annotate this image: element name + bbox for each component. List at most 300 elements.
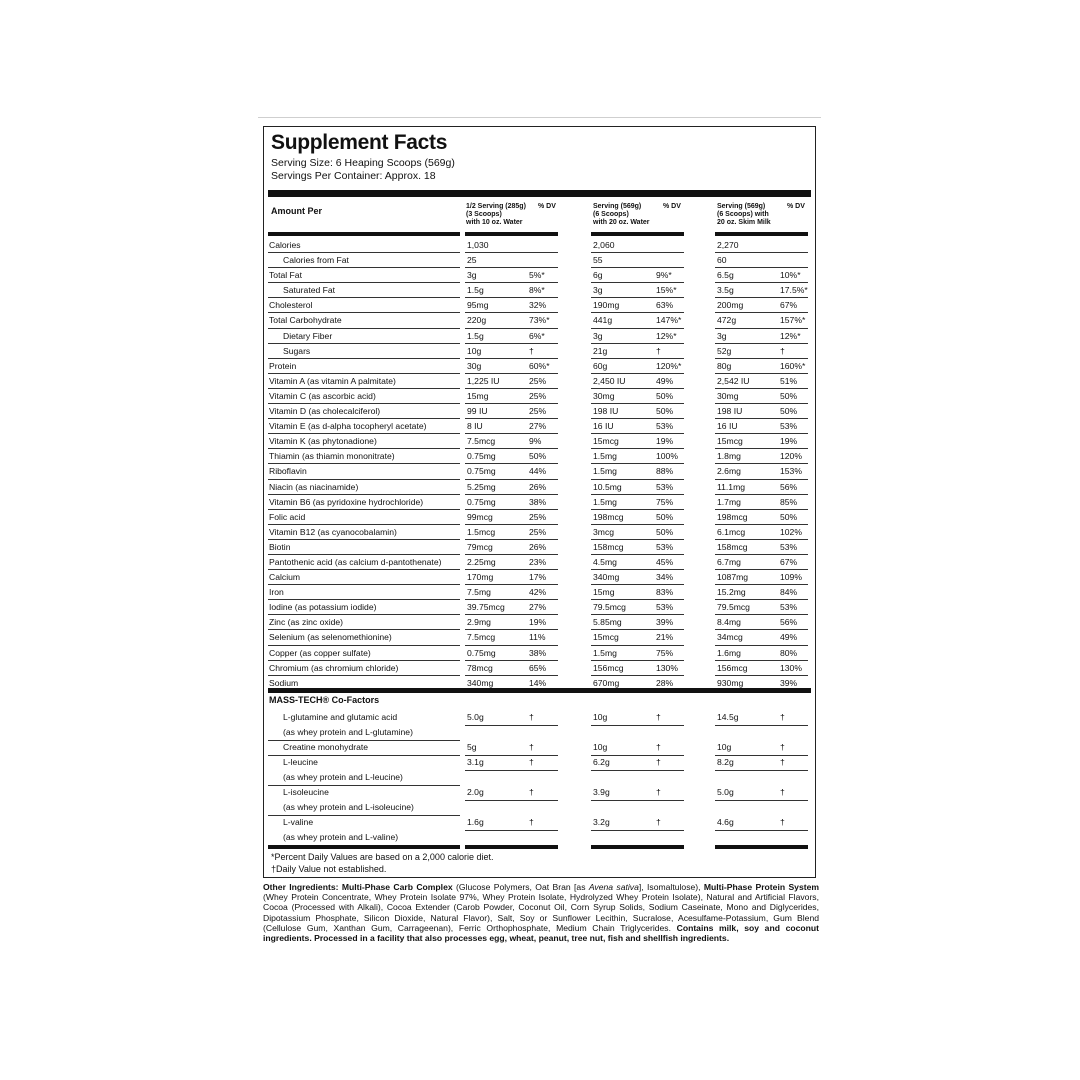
- nutrient-amount: 158mcg: [717, 541, 748, 552]
- column-header-serving-water: Serving (569g) (6 Scoops) with 20 oz. Water: [593, 203, 650, 226]
- nutrient-row: [264, 389, 817, 404]
- nutrient-amount: 198 IU: [717, 406, 743, 417]
- nutrient-amount: 2.25mg: [467, 556, 496, 567]
- nutrient-name: Vitamin C (as ascorbic acid): [269, 390, 376, 401]
- nutrient-amount: 15.2mg: [717, 587, 746, 598]
- nutrient-dv: 53%: [656, 421, 674, 432]
- nutrient-name: Protein: [269, 360, 297, 371]
- nutrient-dv: 84%: [780, 587, 798, 598]
- nutrient-row: [264, 570, 817, 585]
- cofactor-dv: †: [780, 817, 785, 827]
- nutrient-amount: 21g: [593, 345, 608, 356]
- nutrient-dv: 17%: [529, 572, 547, 583]
- nutrient-dv: 102%: [780, 526, 802, 537]
- nutrient-amount: 3g: [717, 330, 727, 341]
- nutrient-amount: 158mcg: [593, 541, 624, 552]
- nutrient-dv: †: [656, 345, 661, 356]
- nutrient-amount: 10.5mg: [593, 481, 622, 492]
- column-header-half-serving: 1/2 Serving (285g) (3 Scoops) with 10 oz. Water: [466, 203, 526, 226]
- nutrient-dv: 45%: [656, 556, 674, 567]
- column-rule: [465, 845, 558, 849]
- cofactor-dv: †: [656, 742, 661, 752]
- nutrient-dv: 38%: [529, 496, 547, 507]
- nutrient-amount: 34mcg: [717, 632, 743, 643]
- nutrient-amount: 7.5mcg: [467, 436, 496, 447]
- nutrient-dv: 109%: [780, 572, 802, 583]
- nutrient-row: [264, 434, 817, 449]
- nutrient-amount: 1.5mg: [593, 466, 617, 477]
- nutrient-amount: 78mcg: [467, 662, 493, 673]
- nutrient-amount: 4.5mg: [593, 556, 617, 567]
- panel-title: Supplement Facts: [271, 131, 448, 154]
- nutrient-dv: 15%*: [656, 285, 677, 296]
- nutrient-amount: 10g: [467, 345, 482, 356]
- nutrient-amount: 198 IU: [593, 406, 619, 417]
- nutrient-amount: 3mcg: [593, 526, 615, 537]
- nutrient-amount: 3g: [467, 270, 477, 281]
- cofactor-dv: †: [780, 787, 785, 797]
- nutrient-amount: 1.8mg: [717, 451, 741, 462]
- cofactor-dv: †: [529, 757, 534, 767]
- nutrient-row: [264, 615, 817, 630]
- nutrient-dv: †: [529, 345, 534, 356]
- nutrient-amount: 1,030: [467, 240, 489, 250]
- column-dv-header: % DV: [538, 203, 556, 210]
- nutrient-row: [264, 646, 817, 661]
- cofactor-dv: †: [529, 742, 534, 752]
- nutrient-dv: 8%*: [529, 285, 545, 296]
- cofactor-dv: †: [780, 712, 785, 722]
- cofactor-dv: †: [656, 787, 661, 797]
- row-rule: [465, 800, 558, 801]
- serving-size: Serving Size: 6 Heaping Scoops (569g): [271, 157, 455, 169]
- nutrient-table: [264, 238, 817, 691]
- nutrient-amount: 198mcg: [593, 511, 624, 522]
- nutrient-row: [264, 298, 817, 313]
- nutrient-amount: 55: [593, 255, 603, 266]
- nutrient-row: [264, 540, 817, 555]
- nutrient-name: Total Carbohydrate: [269, 315, 342, 326]
- nutrient-row: [264, 253, 817, 268]
- nutrient-dv: 34%: [656, 572, 674, 583]
- nutrient-amount: 25: [467, 255, 477, 266]
- nutrient-name: Vitamin B6 (as pyridoxine hydrochloride): [269, 496, 424, 507]
- cofactor-amount: 3.2g: [593, 817, 610, 827]
- cofactor-amount: 3.1g: [467, 757, 484, 767]
- nutrient-amount: 3g: [593, 330, 603, 341]
- nutrient-amount: 0.75mg: [467, 451, 496, 462]
- row-rule: [465, 770, 558, 771]
- nutrient-dv: 153%: [780, 466, 802, 477]
- cofactor-name: L-isoleucine: [283, 787, 329, 797]
- nutrient-amount: 15mcg: [593, 632, 619, 643]
- nutrient-row: [264, 404, 817, 419]
- nutrient-amount: 198mcg: [717, 511, 748, 522]
- nutrient-dv: 17.5%*: [780, 285, 808, 296]
- row-rule: [715, 770, 808, 771]
- cofactor-source: (as whey protein and L-isoleucine): [283, 802, 414, 812]
- nutrient-amount: 441g: [593, 315, 613, 326]
- nutrient-row: [264, 344, 817, 359]
- nutrient-amount: 15mg: [593, 587, 615, 598]
- nutrient-amount: 60g: [593, 360, 608, 371]
- nutrient-amount: 15mcg: [717, 436, 743, 447]
- nutrient-amount: 156mcg: [717, 662, 748, 673]
- nutrient-amount: 16 IU: [717, 421, 738, 432]
- nutrient-dv: 65%: [529, 662, 547, 673]
- nutrient-amount: 2,060: [593, 240, 615, 250]
- row-rule: [591, 755, 684, 756]
- nutrient-dv: 160%*: [780, 360, 806, 371]
- nutrient-amount: 1.7mg: [717, 496, 741, 507]
- nutrient-row: [264, 359, 817, 374]
- nutrient-amount: 190mg: [593, 300, 620, 311]
- column-rule: [591, 232, 684, 236]
- nutrient-dv: 39%: [656, 617, 674, 628]
- nutrient-row: [264, 585, 817, 600]
- cofactor-amount: 3.9g: [593, 787, 610, 797]
- nutrient-name: Vitamin B12 (as cyanocobalamin): [269, 526, 397, 537]
- nutrient-amount: 3g: [593, 285, 603, 296]
- row-rule: [715, 725, 808, 726]
- nutrient-dv: 5%*: [529, 270, 545, 281]
- nutrient-name: Sodium: [269, 677, 299, 688]
- nutrient-dv: 53%: [780, 541, 798, 552]
- cofactor-source: (as whey protein and L-glutamine): [283, 727, 413, 737]
- nutrient-dv: 14%: [529, 677, 547, 688]
- column-header-serving-milk: Serving (569g) (6 Scoops) with 20 oz. Skim Milk: [717, 203, 771, 226]
- nutrient-amount: 2.9mg: [467, 617, 491, 628]
- column-rule: [715, 845, 808, 849]
- row-rule: [268, 740, 460, 741]
- cofactor-amount: 6.2g: [593, 757, 610, 767]
- amount-per-label: Amount Per: [271, 206, 323, 216]
- nutrient-name: Dietary Fiber: [283, 330, 333, 341]
- nutrient-dv: 39%: [780, 677, 798, 688]
- nutrient-amount: 0.75mg: [467, 647, 496, 658]
- cofactor-amount: 5.0g: [467, 712, 484, 722]
- nutrient-dv: 53%: [656, 602, 674, 613]
- nutrient-name: Pantothenic acid (as calcium d-pantothenate): [269, 556, 442, 567]
- nutrient-name: Iodine (as potassium iodide): [269, 602, 377, 613]
- nutrient-dv: 9%*: [656, 270, 672, 281]
- nutrient-dv: 19%: [780, 436, 798, 447]
- row-rule: [465, 755, 558, 756]
- nutrient-name: Biotin: [269, 541, 291, 552]
- nutrient-amount: 8 IU: [467, 421, 483, 432]
- nutrient-amount: 7.5mg: [467, 587, 491, 598]
- nutrient-row: [264, 600, 817, 615]
- nutrient-amount: 3.5g: [717, 285, 734, 296]
- nutrient-amount: 30g: [467, 360, 482, 371]
- nutrient-dv: 26%: [529, 481, 547, 492]
- nutrient-name: Selenium (as selenomethionine): [269, 632, 392, 643]
- nutrient-dv: 27%: [529, 602, 547, 613]
- cofactor-source: (as whey protein and L-valine): [283, 832, 399, 842]
- nutrient-dv: 50%: [656, 406, 674, 417]
- nutrient-amount: 340mg: [593, 572, 620, 583]
- nutrient-row: [264, 464, 817, 479]
- nutrient-amount: 6.5g: [717, 270, 734, 281]
- nutrient-amount: 1.5mg: [593, 647, 617, 658]
- nutrient-dv: 63%: [656, 300, 674, 311]
- column-dv-header: % DV: [663, 203, 681, 210]
- nutrient-dv: †: [780, 345, 785, 356]
- nutrient-dv: 25%: [529, 526, 547, 537]
- nutrient-dv: 28%: [656, 677, 674, 688]
- row-rule: [715, 830, 808, 831]
- nutrient-amount: 7.5mcg: [467, 632, 496, 643]
- column-dv-header: % DV: [787, 203, 805, 210]
- nutrient-dv: 50%: [656, 511, 674, 522]
- nutrient-dv: 19%: [529, 617, 547, 628]
- nutrient-dv: 6%*: [529, 330, 545, 341]
- cofactor-dv: †: [780, 742, 785, 752]
- nutrient-amount: 15mcg: [593, 436, 619, 447]
- row-rule: [715, 800, 808, 801]
- nutrient-name: Calories: [269, 240, 301, 250]
- row-rule: [268, 755, 460, 756]
- nutrient-amount: 200mg: [717, 300, 744, 311]
- nutrient-name: Cholesterol: [269, 300, 313, 311]
- nutrient-row: [264, 268, 817, 283]
- nutrient-dv: 25%: [529, 390, 547, 401]
- servings-per-container: Servings Per Container: Approx. 18: [271, 170, 436, 182]
- nutrient-amount: 1.5mcg: [467, 526, 496, 537]
- nutrient-amount: 670mg: [593, 677, 620, 688]
- nutrient-amount: 156mcg: [593, 662, 624, 673]
- nutrient-row: [264, 555, 817, 570]
- nutrient-dv: 38%: [529, 647, 547, 658]
- nutrient-dv: 49%: [656, 375, 674, 386]
- nutrient-dv: 130%: [780, 662, 802, 673]
- cofactor-amount: 8.2g: [717, 757, 734, 767]
- nutrient-dv: 50%: [656, 390, 674, 401]
- nutrient-amount: 30mg: [717, 390, 739, 401]
- nutrient-dv: 44%: [529, 466, 547, 477]
- nutrient-dv: 23%: [529, 556, 547, 567]
- row-rule: [591, 800, 684, 801]
- nutrient-name: Calcium: [269, 572, 301, 583]
- nutrient-row: [264, 329, 817, 344]
- cofactor-dv: †: [656, 757, 661, 767]
- nutrient-name: Zinc (as zinc oxide): [269, 617, 344, 628]
- nutrient-amount: 99mcg: [467, 511, 493, 522]
- column-rule: [268, 845, 460, 849]
- nutrient-amount: 5.85mg: [593, 617, 622, 628]
- nutrient-amount: 1087mg: [717, 572, 749, 583]
- nutrient-dv: 50%: [656, 526, 674, 537]
- nutrient-name: Vitamin K (as phytonadione): [269, 436, 377, 447]
- cofactor-amount: 5.0g: [717, 787, 734, 797]
- nutrient-row: [264, 313, 817, 328]
- nutrient-dv: 26%: [529, 541, 547, 552]
- nutrient-dv: 50%: [780, 511, 798, 522]
- nutrient-dv: 56%: [780, 617, 798, 628]
- cofactor-source: (as whey protein and L-leucine): [283, 772, 403, 782]
- row-rule: [591, 770, 684, 771]
- cofactors-divider: [268, 688, 811, 693]
- nutrient-amount: 60: [717, 255, 727, 266]
- nutrient-row: [264, 449, 817, 464]
- cofactors-title: MASS-TECH® Co-Factors: [269, 695, 380, 705]
- row-rule: [591, 830, 684, 831]
- cofactor-dv: †: [780, 757, 785, 767]
- nutrient-row: [264, 661, 817, 676]
- nutrient-amount: 5.25mg: [467, 481, 496, 492]
- cofactor-amount: 1.6g: [467, 817, 484, 827]
- nutrient-amount: 2,270: [717, 240, 739, 250]
- cofactor-dv: †: [529, 787, 534, 797]
- column-rule: [268, 232, 460, 236]
- nutrient-amount: 340mg: [467, 677, 494, 688]
- cofactor-dv: †: [656, 712, 661, 722]
- nutrient-name: Vitamin D (as cholecalciferol): [269, 406, 381, 417]
- nutrient-row: [264, 630, 817, 645]
- cofactor-dv: †: [529, 712, 534, 722]
- footnote-dv-not-established: †Daily Value not established.: [271, 864, 387, 874]
- nutrient-dv: 73%*: [529, 315, 550, 326]
- nutrient-amount: 1,225 IU: [467, 375, 500, 386]
- nutrient-dv: 53%: [656, 481, 674, 492]
- nutrient-amount: 1.5mg: [593, 451, 617, 462]
- nutrient-amount: 99 IU: [467, 406, 488, 417]
- nutrient-dv: 53%: [780, 602, 798, 613]
- nutrient-dv: 12%*: [656, 330, 677, 341]
- nutrient-dv: 32%: [529, 300, 547, 311]
- nutrient-row: [264, 238, 817, 253]
- cofactor-amount: 10g: [593, 742, 608, 752]
- nutrient-amount: 1.5g: [467, 285, 484, 296]
- nutrient-amount: 0.75mg: [467, 496, 496, 507]
- nutrient-dv: 12%*: [780, 330, 801, 341]
- header-divider: [268, 190, 811, 197]
- nutrient-amount: 8.4mg: [717, 617, 741, 628]
- cofactor-amount: 10g: [593, 712, 608, 722]
- nutrient-dv: 75%: [656, 496, 674, 507]
- nutrient-amount: 0.75mg: [467, 466, 496, 477]
- cofactor-amount: 4.6g: [717, 817, 734, 827]
- nutrient-amount: 2.6mg: [717, 466, 741, 477]
- nutrient-amount: 1.5g: [467, 330, 484, 341]
- cofactor-amount: 14.5g: [717, 712, 739, 722]
- cofactor-name: Creatine monohydrate: [283, 742, 369, 752]
- row-rule: [268, 785, 460, 786]
- row-rule: [715, 755, 808, 756]
- nutrient-amount: 2,450 IU: [593, 375, 626, 386]
- nutrient-dv: 120%*: [656, 360, 682, 371]
- nutrient-name: Folic acid: [269, 511, 306, 522]
- cofactor-amount: 10g: [717, 742, 732, 752]
- nutrient-dv: 19%: [656, 436, 674, 447]
- nutrient-amount: 6.1mcg: [717, 526, 746, 537]
- nutrient-dv: 51%: [780, 375, 798, 386]
- footnote-percent-dv: *Percent Daily Values are based on a 2,000 calorie diet.: [271, 852, 494, 862]
- nutrient-row: [264, 495, 817, 510]
- cofactor-dv: †: [656, 817, 661, 827]
- nutrient-dv: 10%*: [780, 270, 801, 281]
- nutrient-dv: 67%: [780, 556, 798, 567]
- nutrient-dv: 25%: [529, 375, 547, 386]
- nutrient-name: Copper (as copper sulfate): [269, 647, 371, 658]
- nutrient-name: Thiamin (as thiamin mononitrate): [269, 451, 395, 462]
- nutrient-amount: 1.6mg: [717, 647, 741, 658]
- nutrient-dv: 50%: [780, 406, 798, 417]
- nutrient-dv: 50%: [780, 390, 798, 401]
- nutrient-amount: 95mg: [467, 300, 489, 311]
- cofactor-name: L-valine: [283, 817, 314, 827]
- nutrient-name: Saturated Fat: [283, 285, 336, 296]
- nutrient-dv: 100%: [656, 451, 678, 462]
- nutrient-amount: 220g: [467, 315, 487, 326]
- nutrient-name: Calories from Fat: [283, 255, 349, 266]
- nutrient-amount: 52g: [717, 345, 732, 356]
- nutrient-dv: 85%: [780, 496, 798, 507]
- nutrient-dv: 130%: [656, 662, 678, 673]
- nutrient-name: Chromium (as chromium chloride): [269, 662, 399, 673]
- cofactor-name: L-glutamine and glutamic acid: [283, 712, 398, 722]
- row-rule: [465, 830, 558, 831]
- nutrient-amount: 170mg: [467, 572, 494, 583]
- nutrient-dv: 120%: [780, 451, 802, 462]
- nutrient-row: [264, 374, 817, 389]
- nutrient-row: [264, 419, 817, 434]
- column-rule: [715, 232, 808, 236]
- nutrient-name: Iron: [269, 587, 284, 598]
- nutrient-amount: 930mg: [717, 677, 744, 688]
- nutrient-dv: 53%: [656, 541, 674, 552]
- cofactor-amount: 5g: [467, 742, 477, 752]
- nutrient-name: Total Fat: [269, 270, 302, 281]
- nutrient-amount: 39.75mcg: [467, 602, 505, 613]
- nutrient-dv: 53%: [780, 421, 798, 432]
- nutrient-dv: 11%: [529, 632, 546, 643]
- nutrient-row: [264, 525, 817, 540]
- nutrient-amount: 472g: [717, 315, 737, 326]
- nutrient-dv: 21%: [656, 632, 674, 643]
- nutrient-amount: 79.5mcg: [717, 602, 750, 613]
- nutrient-amount: 79mcg: [467, 541, 493, 552]
- nutrient-row: [264, 510, 817, 525]
- row-rule: [268, 815, 460, 816]
- nutrient-amount: 16 IU: [593, 421, 614, 432]
- column-rule: [465, 232, 558, 236]
- nutrient-dv: 60%*: [529, 360, 550, 371]
- nutrient-amount: 79.5mcg: [593, 602, 626, 613]
- row-rule: [591, 725, 684, 726]
- nutrient-dv: 147%*: [656, 315, 682, 326]
- supplement-facts-panel: [263, 126, 816, 878]
- row-rule: [465, 725, 558, 726]
- nutrient-amount: 2,542 IU: [717, 375, 750, 386]
- nutrient-dv: 42%: [529, 587, 547, 598]
- nutrient-dv: 27%: [529, 421, 547, 432]
- nutrient-amount: 30mg: [593, 390, 615, 401]
- nutrient-name: Niacin (as niacinamide): [269, 481, 359, 492]
- nutrient-dv: 80%: [780, 647, 798, 658]
- nutrient-dv: 88%: [656, 466, 674, 477]
- nutrient-amount: 6g: [593, 270, 603, 281]
- nutrient-amount: 6.7mg: [717, 556, 741, 567]
- nutrient-row: [264, 480, 817, 495]
- nutrient-row: [264, 283, 817, 298]
- nutrient-dv: 83%: [656, 587, 674, 598]
- cofactor-dv: †: [529, 817, 534, 827]
- nutrient-amount: 11.1mg: [717, 481, 746, 492]
- other-ingredients: Other Ingredients: Multi-Phase Carb Complex (Glucose Polymers, Oat Bran [as Avena sativa], Isomaltulose), Multi-Phase Protein System (Whey Protein Concentrate, Whey Protein Isolate 97%, Whey Protein Isolate, Hydrolyzed Whey Protein Isolate), Natural and Artificial Flavors, Cocoa (Processed with Alkali), Cocoa Extender (Carob Powder, Coconut Oil, Corn Syrup Solids, Sodium Caseinate, Mono and Diglycerides, Dipotassium Phosphate, Silicon Dioxide, Natural Flavor), Salt, Soy or Sunflower Lecithin, Sucralose, Acesulfame-Potassium, Gum Blend (Cellulose Gum, Xanthan Gum, Carrageenan), Ferric Orthophosphate, Medium Chain Triglycerides. Contains milk, soy and coconut ingredients. Processed in a facility that also processes egg, wheat, peanut, tree nut, fish and shellfish ingredients.: [263, 882, 820, 944]
- nutrient-dv: 49%: [780, 632, 798, 643]
- nutrient-dv: 25%: [529, 511, 547, 522]
